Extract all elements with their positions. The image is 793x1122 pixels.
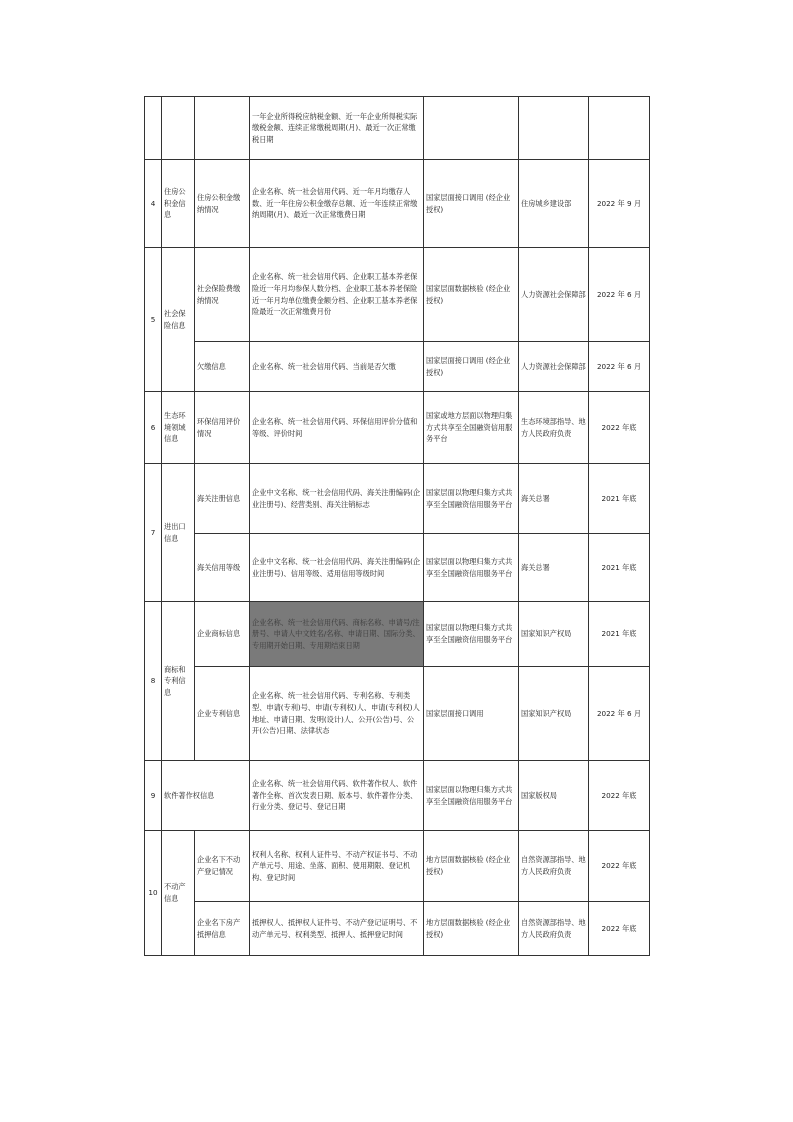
subcategory: 海关注册信息 xyxy=(195,464,250,534)
data-fields: 企业名称、统一社会信用代码、商标名称、申请号/注册号、申请人中文姓名/名称、申请日期、国际分类、专用期开始日期、专用期结束日期 xyxy=(250,602,424,667)
deadline: 2022 年 6 月 xyxy=(589,667,650,761)
table-row xyxy=(145,761,650,831)
subcategory: 企业商标信息 xyxy=(195,602,250,667)
table-row xyxy=(145,667,650,761)
sharing-method: 国家或地方层面以物理归集方式共享至全国融资信用服务平台 xyxy=(424,392,519,464)
sharing-method: 国家层面以物理归集方式共享至全国融资信用服务平台 xyxy=(424,464,519,534)
deadline: 2022 年底 xyxy=(589,902,650,956)
table-row xyxy=(145,248,650,342)
sharing-method: 国家层面以物理归集方式共享至全国融资信用服务平台 xyxy=(424,534,519,602)
subcategory: 住房公积金缴纳情况 xyxy=(195,160,250,248)
category: 软件著作权信息 xyxy=(162,761,250,831)
category: 进出口信息 xyxy=(162,464,195,602)
row-index: 7 xyxy=(145,464,162,602)
data-fields: 企业名称、统一社会信用代码、软件著作权人、软件著作全称、首次发表日期、版本号、软件著作分类、行业分类、登记号、登记日期 xyxy=(250,761,424,831)
subcategory: 企业专利信息 xyxy=(195,667,250,761)
category: 住房公积金信息 xyxy=(162,160,195,248)
sharing-method: 地方层面数据核验 (经企业授权) xyxy=(424,831,519,902)
deadline xyxy=(589,97,650,160)
deadline: 2022 年底 xyxy=(589,831,650,902)
table-row xyxy=(145,534,650,602)
category xyxy=(162,97,195,160)
table-row xyxy=(145,831,650,902)
category: 生态环境领域信息 xyxy=(162,392,195,464)
sharing-method: 国家层面接口调用 (经企业授权) xyxy=(424,160,519,248)
responsible-dept xyxy=(519,97,589,160)
sharing-method: 地方层面数据核验 (经企业授权) xyxy=(424,902,519,956)
sharing-method: 国家层面接口调用 (经企业授权) xyxy=(424,342,519,392)
responsible-dept: 海关总署 xyxy=(519,534,589,602)
data-fields: 企业名称、统一社会信用代码、环保信用评价分值和等级、评价时间 xyxy=(250,392,424,464)
sharing-method xyxy=(424,97,519,160)
subcategory xyxy=(195,97,250,160)
subcategory: 企业名下不动产登记情况 xyxy=(195,831,250,902)
data-fields: 企业名称、统一社会信用代码、专利名称、专利类型、申请(专利)号、申请(专利权)人、申请(专利权)人地址、申请日期、发明(设计)人、公开(公告)号、公开(公告)日期、法律状态 xyxy=(250,667,424,761)
sharing-method: 国家层面数据核验 (经企业授权) xyxy=(424,248,519,342)
responsible-dept: 自然资源部指导、地方人民政府负责 xyxy=(519,902,589,956)
responsible-dept: 国家知识产权局 xyxy=(519,667,589,761)
table-row xyxy=(145,160,650,248)
responsible-dept: 国家版权局 xyxy=(519,761,589,831)
responsible-dept: 自然资源部指导、地方人民政府负责 xyxy=(519,831,589,902)
sharing-method: 国家层面以物理归集方式共享至全国融资信用服务平台 xyxy=(424,602,519,667)
sharing-method: 国家层面接口调用 xyxy=(424,667,519,761)
responsible-dept: 海关总署 xyxy=(519,464,589,534)
row-index xyxy=(145,97,162,160)
row-index: 5 xyxy=(145,248,162,392)
deadline: 2022 年底 xyxy=(589,761,650,831)
deadline: 2022 年底 xyxy=(589,392,650,464)
table-row xyxy=(145,97,650,160)
data-fields: 权利人名称、权利人证件号、不动产权证书号、不动产单元号、用途、坐落、面积、使用期限、登记机构、登记时间 xyxy=(250,831,424,902)
responsible-dept: 人力资源社会保障部 xyxy=(519,248,589,342)
subcategory: 社会保险费缴纳情况 xyxy=(195,248,250,342)
row-index: 9 xyxy=(145,761,162,831)
table-row xyxy=(145,602,650,667)
data-fields: 企业名称、统一社会信用代码、近一年月均缴存人数、近一年住房公积金缴存总额、近一年连续正常缴纳周期(月)、最近一次正常缴费日期 xyxy=(250,160,424,248)
deadline: 2022 年 6 月 xyxy=(589,342,650,392)
data-fields: 一年企业所得税应纳税金额、近一年企业所得税实际缴税金额、连续正常缴税周期(月)、最近一次正常缴税日期 xyxy=(250,97,424,160)
subcategory: 企业名下房产抵押信息 xyxy=(195,902,250,956)
responsible-dept: 人力资源社会保障部 xyxy=(519,342,589,392)
data-fields: 企业中文名称、统一社会信用代码、海关注册编码(企业注册号)、经营类别、海关注销标志 xyxy=(250,464,424,534)
table-row xyxy=(145,464,650,534)
data-fields: 抵押权人、抵押权人证件号、不动产登记证明号、不动产单元号、权利类型、抵押人、抵押登记时间 xyxy=(250,902,424,956)
responsible-dept: 住房城乡建设部 xyxy=(519,160,589,248)
row-index: 4 xyxy=(145,160,162,248)
row-index: 6 xyxy=(145,392,162,464)
deadline: 2022 年 6 月 xyxy=(589,248,650,342)
row-index: 8 xyxy=(145,602,162,761)
data-fields: 企业中文名称、统一社会信用代码、海关注册编码(企业注册号)、信用等级、适用信用等级时间 xyxy=(250,534,424,602)
data-fields: 企业名称、统一社会信用代码、企业职工基本养老保险近一年月均参保人数分档、企业职工基本养老保险近一年月均单位缴费金额分档、企业职工基本养老保险最近一次正常缴费月份 xyxy=(250,248,424,342)
deadline: 2022 年 9 月 xyxy=(589,160,650,248)
category: 不动产信息 xyxy=(162,831,195,956)
responsible-dept: 生态环境部指导、地方人民政府负责 xyxy=(519,392,589,464)
subcategory: 欠缴信息 xyxy=(195,342,250,392)
deadline: 2021 年底 xyxy=(589,602,650,667)
category: 商标和专利信息 xyxy=(162,602,195,761)
credit-data-table xyxy=(144,96,650,956)
deadline: 2021 年底 xyxy=(589,534,650,602)
data-fields: 企业名称、统一社会信用代码、当前是否欠缴 xyxy=(250,342,424,392)
row-index: 10 xyxy=(145,831,162,956)
table-row xyxy=(145,902,650,956)
deadline: 2021 年底 xyxy=(589,464,650,534)
responsible-dept: 国家知识产权局 xyxy=(519,602,589,667)
table-row xyxy=(145,392,650,464)
table-row xyxy=(145,342,650,392)
category: 社会保险信息 xyxy=(162,248,195,392)
subcategory: 环保信用评价情况 xyxy=(195,392,250,464)
sharing-method: 国家层面以物理归集方式共享至全国融资信用服务平台 xyxy=(424,761,519,831)
subcategory: 海关信用等级 xyxy=(195,534,250,602)
